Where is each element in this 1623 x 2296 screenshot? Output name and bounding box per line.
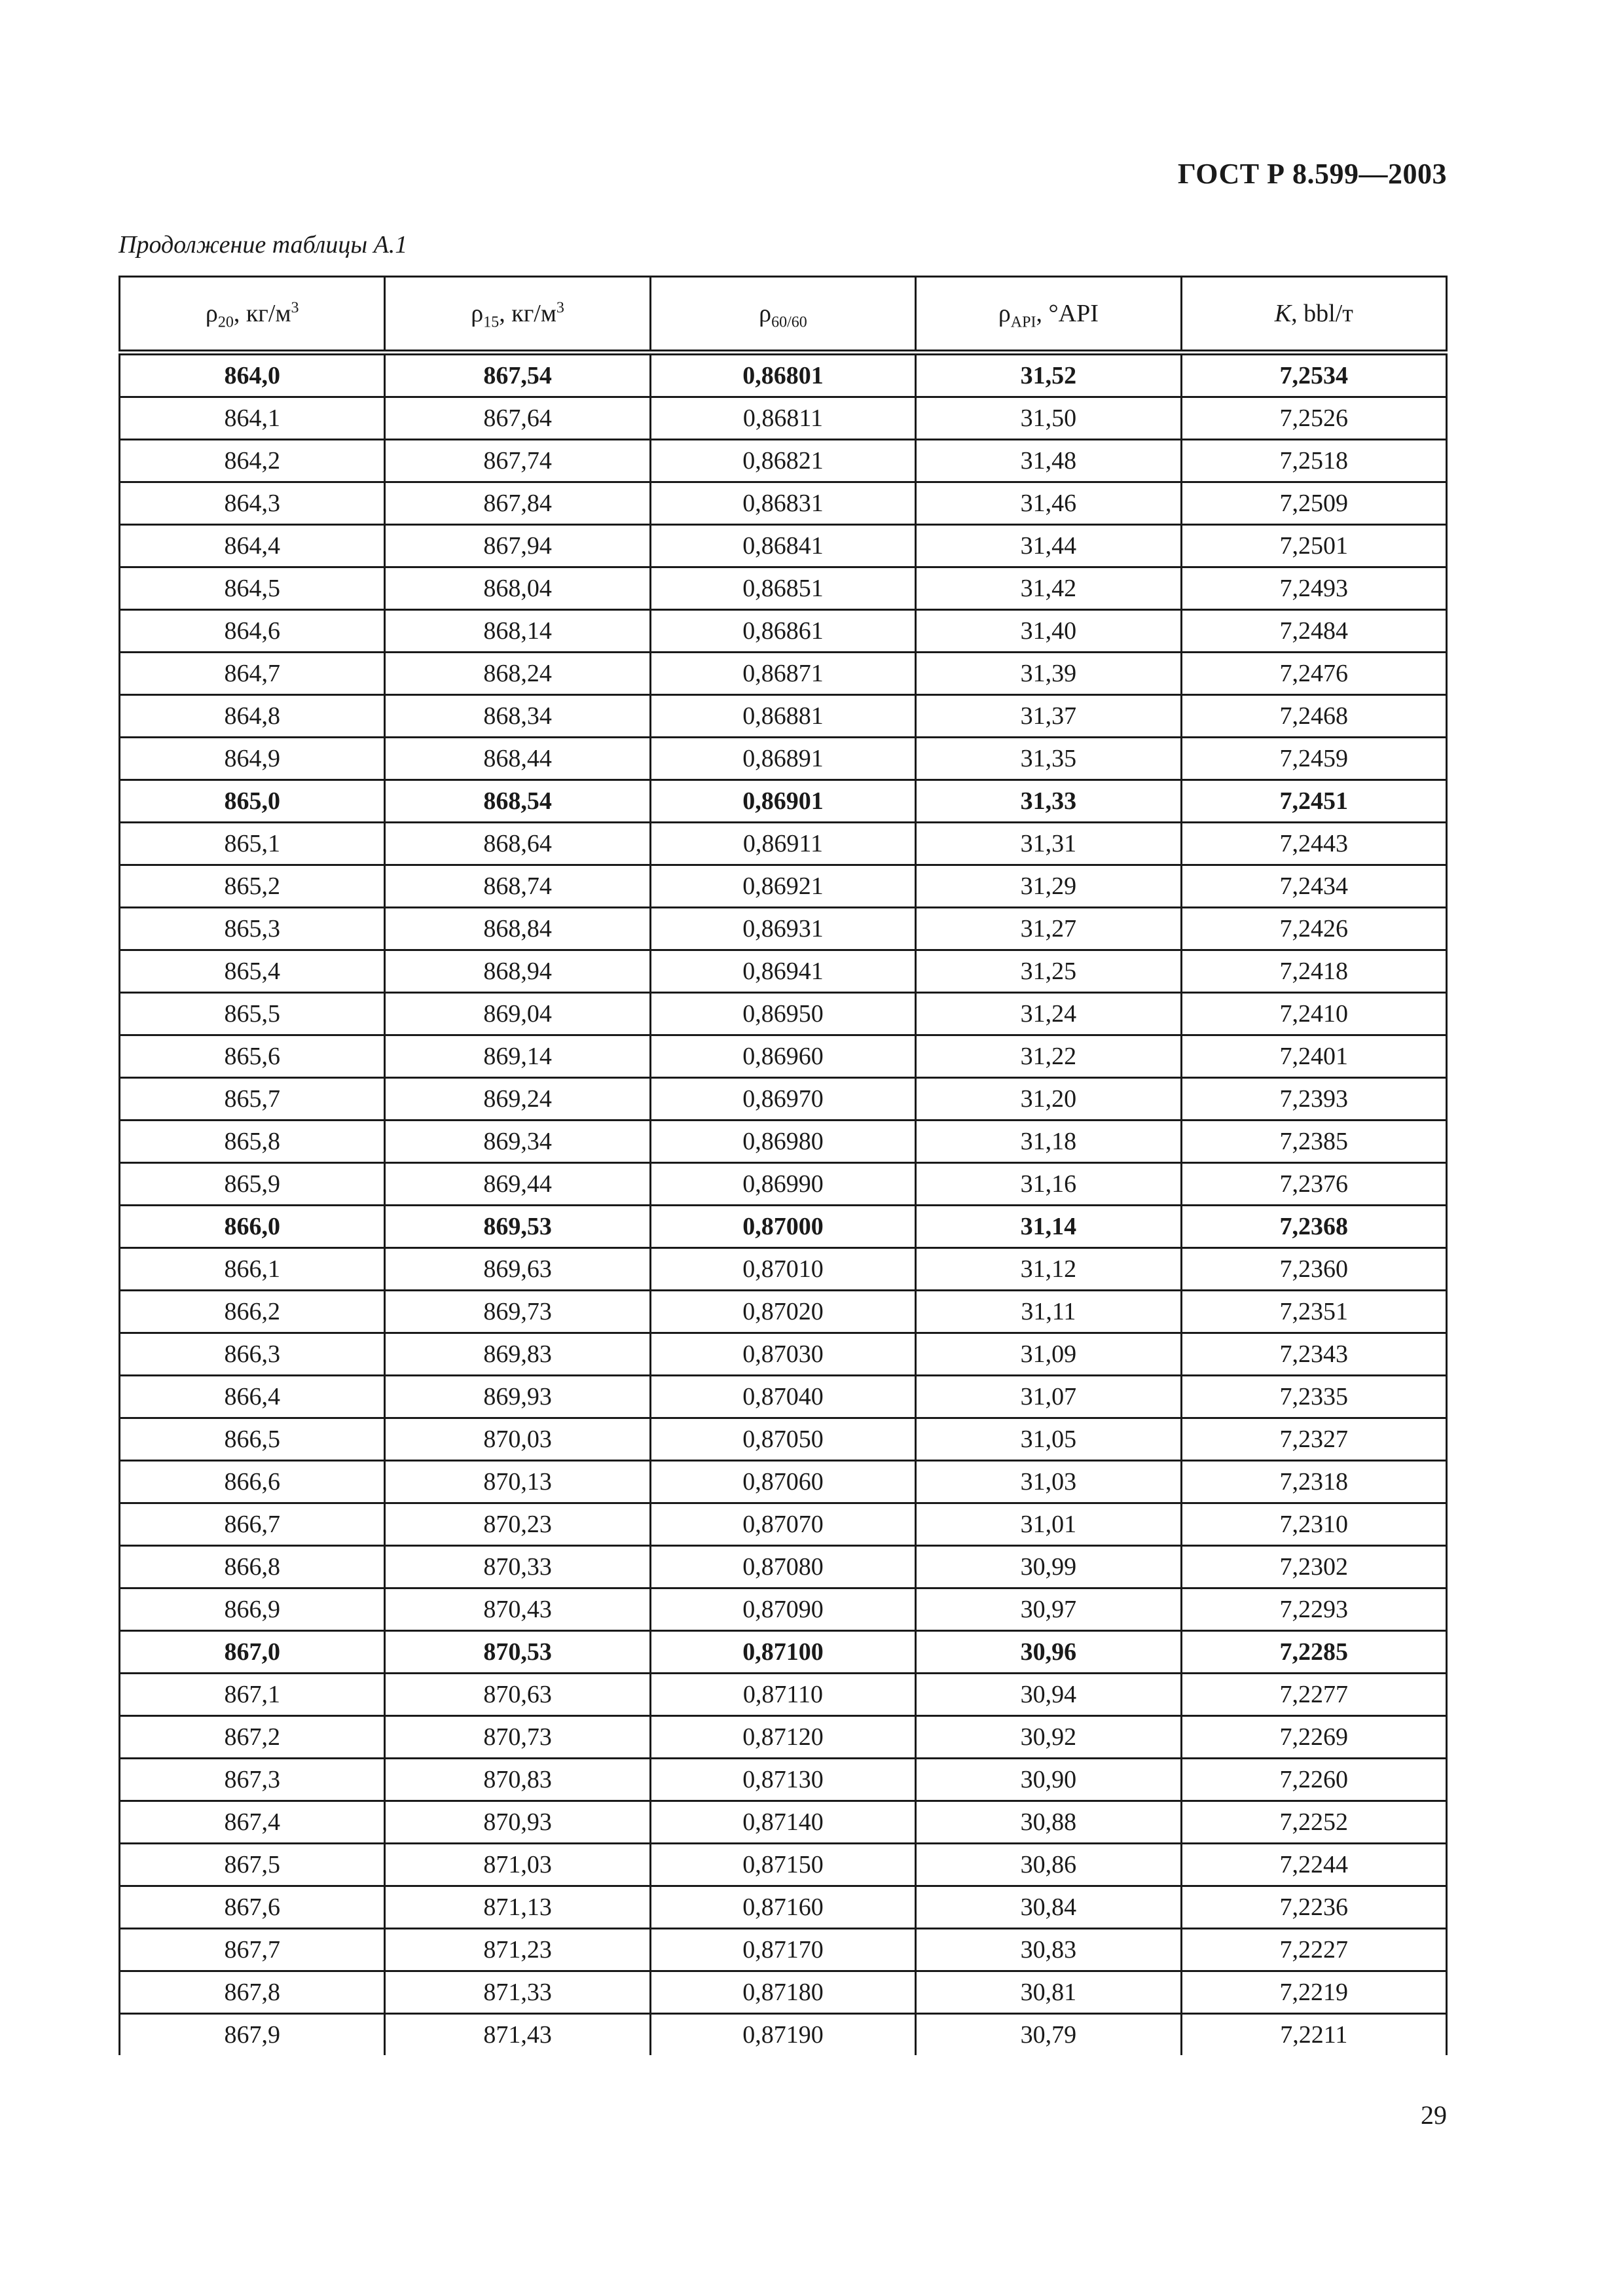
rho-api-cell: 30,84 [916, 1886, 1181, 1929]
rho15-cell: 869,93 [385, 1376, 650, 1418]
rho20-cell: 865,6 [120, 1035, 385, 1078]
header-symbol: K [1274, 300, 1292, 327]
header-subscript: API [1010, 314, 1036, 331]
rho-api-cell: 31,48 [916, 440, 1181, 482]
header-superscript: 3 [291, 299, 299, 317]
k-cell: 7,2434 [1181, 865, 1446, 908]
header-row [120, 277, 1447, 353]
table-row [120, 1418, 1447, 1461]
k-cell: 7,2260 [1181, 1759, 1446, 1801]
k-cell: 7,2509 [1181, 482, 1446, 525]
column-header-rho15 [385, 277, 650, 353]
rho60-60-cell: 0,86950 [650, 993, 915, 1035]
k-cell: 7,2393 [1181, 1078, 1446, 1121]
table-row [120, 1248, 1447, 1291]
k-cell: 7,2211 [1181, 2014, 1446, 2056]
rho20-cell: 865,1 [120, 823, 385, 865]
header-symbol: ρ [205, 300, 218, 327]
rho-api-cell: 31,01 [916, 1503, 1181, 1546]
rho60-60-cell: 0,86851 [650, 567, 915, 610]
rho60-60-cell: 0,86881 [650, 695, 915, 738]
rho15-cell: 867,64 [385, 397, 650, 440]
table-row [120, 1078, 1447, 1121]
k-cell: 7,2269 [1181, 1716, 1446, 1759]
rho15-cell: 868,84 [385, 908, 650, 950]
rho15-cell: 871,13 [385, 1886, 650, 1929]
column-header-rho-api [916, 277, 1181, 353]
rho15-cell: 869,24 [385, 1078, 650, 1121]
table-header [120, 277, 1447, 353]
header-symbol: ρ [998, 300, 1011, 327]
k-cell: 7,2343 [1181, 1333, 1446, 1376]
rho-api-cell: 31,07 [916, 1376, 1181, 1418]
table-row [120, 950, 1447, 993]
header-unit: , кг/м [499, 300, 556, 327]
table-row [120, 1759, 1447, 1801]
rho-api-cell: 31,39 [916, 653, 1181, 695]
page-number: 29 [1421, 2100, 1447, 2130]
k-cell: 7,2236 [1181, 1886, 1446, 1929]
rho15-cell: 870,23 [385, 1503, 650, 1546]
rho20-cell: 867,9 [120, 2014, 385, 2056]
header-symbol: ρ [471, 300, 484, 327]
rho60-60-cell: 0,87100 [650, 1631, 915, 1674]
rho-api-cell: 31,05 [916, 1418, 1181, 1461]
rho60-60-cell: 0,86861 [650, 610, 915, 653]
table-row [120, 1588, 1447, 1631]
k-cell: 7,2459 [1181, 738, 1446, 780]
rho15-cell: 868,34 [385, 695, 650, 738]
k-cell: 7,2244 [1181, 1844, 1446, 1886]
rho-api-cell: 31,11 [916, 1291, 1181, 1333]
rho-api-cell: 31,40 [916, 610, 1181, 653]
table-row [120, 780, 1447, 823]
table-row [120, 353, 1447, 397]
rho20-cell: 864,2 [120, 440, 385, 482]
rho-api-cell: 30,88 [916, 1801, 1181, 1844]
rho60-60-cell: 0,86801 [650, 353, 915, 397]
rho60-60-cell: 0,87050 [650, 1418, 915, 1461]
table-row [120, 440, 1447, 482]
table-row [120, 1886, 1447, 1929]
column-header-rho60-60 [650, 277, 915, 353]
rho20-cell: 866,6 [120, 1461, 385, 1503]
header-unit: , °API [1036, 300, 1099, 327]
rho15-cell: 869,73 [385, 1291, 650, 1333]
rho20-cell: 867,1 [120, 1674, 385, 1716]
k-cell: 7,2302 [1181, 1546, 1446, 1588]
table-row [120, 610, 1447, 653]
k-cell: 7,2493 [1181, 567, 1446, 610]
table-row [120, 1035, 1447, 1078]
table-row [120, 1163, 1447, 1206]
rho60-60-cell: 0,86911 [650, 823, 915, 865]
table-row [120, 1631, 1447, 1674]
rho-api-cell: 31,27 [916, 908, 1181, 950]
table-row [120, 1546, 1447, 1588]
rho15-cell: 870,63 [385, 1674, 650, 1716]
rho15-cell: 870,83 [385, 1759, 650, 1801]
k-cell: 7,2443 [1181, 823, 1446, 865]
k-cell: 7,2327 [1181, 1418, 1446, 1461]
data-table [119, 276, 1448, 2055]
table-row [120, 823, 1447, 865]
rho-api-cell: 31,44 [916, 525, 1181, 567]
rho15-cell: 871,43 [385, 2014, 650, 2056]
rho15-cell: 870,13 [385, 1461, 650, 1503]
table-row [120, 1801, 1447, 1844]
rho15-cell: 869,14 [385, 1035, 650, 1078]
k-cell: 7,2351 [1181, 1291, 1446, 1333]
rho15-cell: 871,33 [385, 1971, 650, 2014]
rho20-cell: 866,9 [120, 1588, 385, 1631]
rho-api-cell: 31,14 [916, 1206, 1181, 1248]
k-cell: 7,2385 [1181, 1121, 1446, 1163]
rho-api-cell: 31,35 [916, 738, 1181, 780]
table-body [120, 353, 1447, 2056]
rho60-60-cell: 0,87040 [650, 1376, 915, 1418]
column-header-k [1181, 277, 1446, 353]
header-subscript: 20 [217, 314, 234, 331]
rho-api-cell: 31,46 [916, 482, 1181, 525]
rho-api-cell: 31,50 [916, 397, 1181, 440]
rho60-60-cell: 0,87090 [650, 1588, 915, 1631]
rho15-cell: 868,64 [385, 823, 650, 865]
rho-api-cell: 31,22 [916, 1035, 1181, 1078]
rho15-cell: 868,94 [385, 950, 650, 993]
rho60-60-cell: 0,86821 [650, 440, 915, 482]
rho15-cell: 868,04 [385, 567, 650, 610]
rho-api-cell: 30,94 [916, 1674, 1181, 1716]
rho15-cell: 867,74 [385, 440, 650, 482]
k-cell: 7,2360 [1181, 1248, 1446, 1291]
rho60-60-cell: 0,86941 [650, 950, 915, 993]
rho-api-cell: 31,24 [916, 993, 1181, 1035]
k-cell: 7,2484 [1181, 610, 1446, 653]
rho60-60-cell: 0,86891 [650, 738, 915, 780]
table-row [120, 1674, 1447, 1716]
rho20-cell: 866,7 [120, 1503, 385, 1546]
rho-api-cell: 31,20 [916, 1078, 1181, 1121]
rho15-cell: 871,23 [385, 1929, 650, 1971]
rho60-60-cell: 0,87070 [650, 1503, 915, 1546]
rho20-cell: 864,8 [120, 695, 385, 738]
rho20-cell: 865,9 [120, 1163, 385, 1206]
rho60-60-cell: 0,86831 [650, 482, 915, 525]
rho60-60-cell: 0,86931 [650, 908, 915, 950]
rho-api-cell: 31,52 [916, 353, 1181, 397]
k-cell: 7,2252 [1181, 1801, 1446, 1844]
table-row [120, 397, 1447, 440]
header-symbol: ρ [759, 300, 772, 327]
rho60-60-cell: 0,87130 [650, 1759, 915, 1801]
rho15-cell: 870,03 [385, 1418, 650, 1461]
rho20-cell: 866,5 [120, 1418, 385, 1461]
rho-api-cell: 31,16 [916, 1163, 1181, 1206]
header-unit: , кг/м [233, 300, 291, 327]
rho60-60-cell: 0,86871 [650, 653, 915, 695]
k-cell: 7,2501 [1181, 525, 1446, 567]
rho20-cell: 864,7 [120, 653, 385, 695]
k-cell: 7,2401 [1181, 1035, 1446, 1078]
table-row [120, 1121, 1447, 1163]
rho15-cell: 870,43 [385, 1588, 650, 1631]
header-subscript: 15 [483, 314, 500, 331]
rho-api-cell: 30,83 [916, 1929, 1181, 1971]
rho-api-cell: 31,18 [916, 1121, 1181, 1163]
rho60-60-cell: 0,86811 [650, 397, 915, 440]
table-row [120, 1503, 1447, 1546]
rho20-cell: 866,1 [120, 1248, 385, 1291]
rho-api-cell: 30,90 [916, 1759, 1181, 1801]
table-row [120, 567, 1447, 610]
table-row [120, 1206, 1447, 1248]
k-cell: 7,2534 [1181, 353, 1446, 397]
rho-api-cell: 31,09 [916, 1333, 1181, 1376]
rho15-cell: 869,63 [385, 1248, 650, 1291]
rho20-cell: 864,3 [120, 482, 385, 525]
k-cell: 7,2418 [1181, 950, 1446, 993]
rho15-cell: 867,54 [385, 353, 650, 397]
rho15-cell: 867,84 [385, 482, 650, 525]
k-cell: 7,2451 [1181, 780, 1446, 823]
rho20-cell: 865,7 [120, 1078, 385, 1121]
rho60-60-cell: 0,87020 [650, 1291, 915, 1333]
rho15-cell: 870,93 [385, 1801, 650, 1844]
table-row [120, 1333, 1447, 1376]
k-cell: 7,2335 [1181, 1376, 1446, 1418]
rho15-cell: 869,44 [385, 1163, 650, 1206]
table-row [120, 1716, 1447, 1759]
k-cell: 7,2526 [1181, 397, 1446, 440]
rho15-cell: 868,24 [385, 653, 650, 695]
rho15-cell: 867,94 [385, 525, 650, 567]
k-cell: 7,2318 [1181, 1461, 1446, 1503]
table-row [120, 738, 1447, 780]
k-cell: 7,2476 [1181, 653, 1446, 695]
rho15-cell: 870,53 [385, 1631, 650, 1674]
rho15-cell: 868,14 [385, 610, 650, 653]
column-header-rho20 [120, 277, 385, 353]
k-cell: 7,2368 [1181, 1206, 1446, 1248]
rho60-60-cell: 0,86960 [650, 1035, 915, 1078]
table-row [120, 525, 1447, 567]
k-cell: 7,2376 [1181, 1163, 1446, 1206]
rho20-cell: 867,0 [120, 1631, 385, 1674]
rho15-cell: 868,74 [385, 865, 650, 908]
rho60-60-cell: 0,86901 [650, 780, 915, 823]
rho15-cell: 869,53 [385, 1206, 650, 1248]
rho60-60-cell: 0,86970 [650, 1078, 915, 1121]
header-subscript: 60/60 [771, 314, 807, 331]
table-row [120, 482, 1447, 525]
rho15-cell: 868,54 [385, 780, 650, 823]
document-header: ГОСТ Р 8.599—2003 [1177, 158, 1447, 190]
k-cell: 7,2410 [1181, 993, 1446, 1035]
table-row [120, 1971, 1447, 2014]
table-row [120, 2014, 1447, 2056]
rho60-60-cell: 0,87000 [650, 1206, 915, 1248]
rho20-cell: 866,4 [120, 1376, 385, 1418]
k-cell: 7,2227 [1181, 1929, 1446, 1971]
rho-api-cell: 31,25 [916, 950, 1181, 993]
rho15-cell: 870,33 [385, 1546, 650, 1588]
rho60-60-cell: 0,87170 [650, 1929, 915, 1971]
rho-api-cell: 30,79 [916, 2014, 1181, 2056]
rho20-cell: 866,2 [120, 1291, 385, 1333]
rho20-cell: 864,9 [120, 738, 385, 780]
rho20-cell: 866,8 [120, 1546, 385, 1588]
rho20-cell: 864,6 [120, 610, 385, 653]
rho60-60-cell: 0,86921 [650, 865, 915, 908]
rho-api-cell: 30,92 [916, 1716, 1181, 1759]
rho20-cell: 867,4 [120, 1801, 385, 1844]
table-row [120, 1291, 1447, 1333]
rho60-60-cell: 0,87120 [650, 1716, 915, 1759]
rho20-cell: 867,6 [120, 1886, 385, 1929]
rho-api-cell: 31,03 [916, 1461, 1181, 1503]
rho15-cell: 870,73 [385, 1716, 650, 1759]
rho20-cell: 865,8 [120, 1121, 385, 1163]
rho60-60-cell: 0,87060 [650, 1461, 915, 1503]
rho-api-cell: 30,99 [916, 1546, 1181, 1588]
rho-api-cell: 31,31 [916, 823, 1181, 865]
rho-api-cell: 30,81 [916, 1971, 1181, 2014]
rho60-60-cell: 0,86990 [650, 1163, 915, 1206]
k-cell: 7,2285 [1181, 1631, 1446, 1674]
rho20-cell: 867,3 [120, 1759, 385, 1801]
rho-api-cell: 31,37 [916, 695, 1181, 738]
rho-api-cell: 31,42 [916, 567, 1181, 610]
rho-api-cell: 31,12 [916, 1248, 1181, 1291]
rho-api-cell: 30,97 [916, 1588, 1181, 1631]
rho60-60-cell: 0,87030 [650, 1333, 915, 1376]
table-row [120, 865, 1447, 908]
rho20-cell: 866,3 [120, 1333, 385, 1376]
header-superscript: 3 [556, 299, 564, 317]
rho20-cell: 864,5 [120, 567, 385, 610]
rho15-cell: 869,34 [385, 1121, 650, 1163]
rho60-60-cell: 0,86980 [650, 1121, 915, 1163]
rho-api-cell: 30,86 [916, 1844, 1181, 1886]
rho60-60-cell: 0,87180 [650, 1971, 915, 2014]
rho20-cell: 867,2 [120, 1716, 385, 1759]
rho60-60-cell: 0,87150 [650, 1844, 915, 1886]
k-cell: 7,2518 [1181, 440, 1446, 482]
rho-api-cell: 30,96 [916, 1631, 1181, 1674]
k-cell: 7,2468 [1181, 695, 1446, 738]
rho20-cell: 867,5 [120, 1844, 385, 1886]
rho15-cell: 871,03 [385, 1844, 650, 1886]
table-row [120, 1929, 1447, 1971]
rho20-cell: 865,0 [120, 780, 385, 823]
rho20-cell: 865,2 [120, 865, 385, 908]
rho60-60-cell: 0,87080 [650, 1546, 915, 1588]
k-cell: 7,2293 [1181, 1588, 1446, 1631]
rho60-60-cell: 0,87140 [650, 1801, 915, 1844]
rho-api-cell: 31,29 [916, 865, 1181, 908]
table-row [120, 993, 1447, 1035]
rho60-60-cell: 0,86841 [650, 525, 915, 567]
rho60-60-cell: 0,87190 [650, 2014, 915, 2056]
rho60-60-cell: 0,87110 [650, 1674, 915, 1716]
rho20-cell: 864,1 [120, 397, 385, 440]
table-caption: Продолжение таблицы А.1 [119, 231, 408, 259]
table-row [120, 908, 1447, 950]
k-cell: 7,2219 [1181, 1971, 1446, 2014]
rho60-60-cell: 0,87010 [650, 1248, 915, 1291]
k-cell: 7,2426 [1181, 908, 1446, 950]
rho60-60-cell: 0,87160 [650, 1886, 915, 1929]
table-row [120, 653, 1447, 695]
header-unit: , bbl/т [1291, 300, 1353, 327]
rho20-cell: 864,0 [120, 353, 385, 397]
rho20-cell: 867,8 [120, 1971, 385, 2014]
rho-api-cell: 31,33 [916, 780, 1181, 823]
rho20-cell: 866,0 [120, 1206, 385, 1248]
rho15-cell: 869,83 [385, 1333, 650, 1376]
table-row [120, 695, 1447, 738]
rho15-cell: 868,44 [385, 738, 650, 780]
table-row [120, 1376, 1447, 1418]
rho20-cell: 865,4 [120, 950, 385, 993]
table-row [120, 1461, 1447, 1503]
rho20-cell: 864,4 [120, 525, 385, 567]
k-cell: 7,2310 [1181, 1503, 1446, 1546]
k-cell: 7,2277 [1181, 1674, 1446, 1716]
table-row [120, 1844, 1447, 1886]
rho20-cell: 867,7 [120, 1929, 385, 1971]
rho20-cell: 865,3 [120, 908, 385, 950]
rho15-cell: 869,04 [385, 993, 650, 1035]
rho20-cell: 865,5 [120, 993, 385, 1035]
